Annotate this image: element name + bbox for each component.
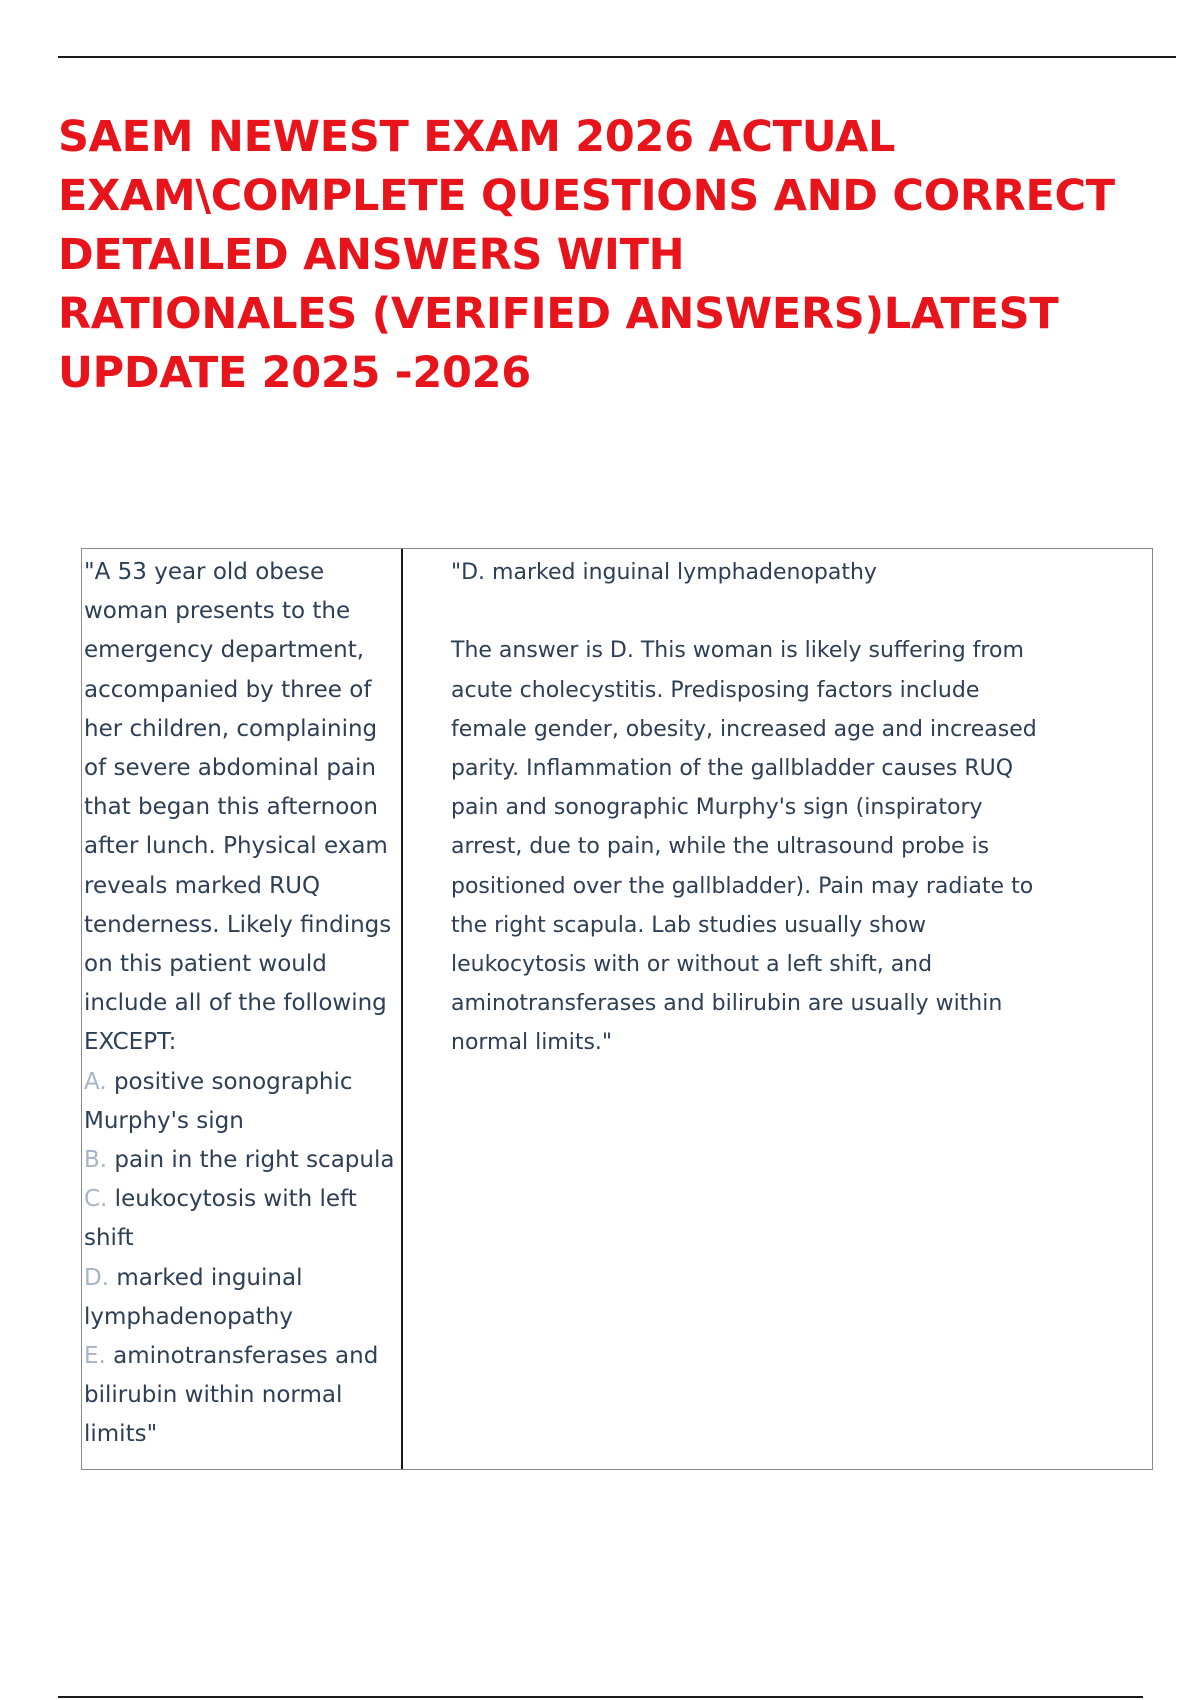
rationale-line: leukocytosis with or without a left shift, and	[451, 952, 933, 978]
option-b	[84, 1141, 395, 1180]
option-text: leukocytosis with left	[107, 1186, 357, 1213]
option-c	[84, 1180, 384, 1219]
question-stem-line: reveals marked RUQ	[84, 872, 321, 899]
question-stem-line: that began this afternoon	[84, 794, 378, 821]
option-text: bilirubin within normal	[84, 1382, 343, 1409]
option-letter: C.	[84, 1186, 108, 1213]
rationale-line: pain and sonographic Murphy's sign (inspiratory	[451, 795, 983, 821]
title-line: EXAM\COMPLETE QUESTIONS AND CORRECT	[58, 171, 1115, 221]
rationale-line: The answer is D. This woman is likely suffering from	[451, 638, 1024, 664]
option-text: lymphadenopathy	[84, 1303, 293, 1330]
rationale-line: positioned over the gallbladder). Pain may radiate to	[451, 873, 1034, 899]
column-divider	[401, 549, 403, 1469]
option-letter: E.	[84, 1343, 106, 1370]
document-title	[58, 108, 1168, 403]
paragraph-gap	[451, 592, 1141, 631]
question-stem-line: on this patient would	[84, 951, 327, 978]
option-text: marked inguinal	[109, 1264, 303, 1291]
question-stem-line: tenderness. Likely findings	[84, 911, 392, 938]
rationale-line: arrest, due to pain, while the ultrasound probe is	[451, 834, 990, 860]
option-text: shift	[84, 1225, 134, 1252]
option-text: positive sonographic	[106, 1068, 353, 1095]
answer-heading: "D. marked inguinal lymphadenopathy	[451, 560, 877, 585]
question-stem-line: her children, complaining	[84, 715, 378, 742]
rationale-line: normal limits."	[451, 1030, 613, 1056]
option-e	[84, 1337, 384, 1376]
option-letter: D.	[84, 1264, 110, 1291]
question-stem-line: "A 53 year old obese	[84, 559, 325, 585]
title-line: UPDATE 2025 -2026	[58, 348, 531, 398]
option-letter: A.	[84, 1068, 107, 1095]
title-line: DETAILED ANSWERS WITH	[58, 230, 685, 280]
title-line: RATIONALES (VERIFIED ANSWERS)LATEST	[58, 289, 1059, 339]
question-answer-table	[81, 548, 1153, 1470]
option-text: limits"	[84, 1421, 158, 1448]
question-stem-line: woman presents to the	[84, 598, 351, 625]
question-stem-line: emergency department,	[84, 637, 365, 664]
question-stem-line: EXCEPT:	[84, 1029, 177, 1056]
question-stem-line: accompanied by three of	[84, 676, 372, 703]
question-cell	[84, 553, 395, 1455]
bottom-rule	[58, 1696, 1143, 1698]
option-text: pain in the right scapula	[107, 1147, 395, 1174]
rationale-line: female gender, obesity, increased age and increased	[451, 716, 1037, 742]
question-stem-line: include all of the following	[84, 990, 387, 1017]
rationale-line: parity. Inflammation of the gallbladder causes RUQ	[451, 756, 1014, 781]
rationale-line: aminotransferases and bilirubin are usually within	[451, 991, 1003, 1017]
question-stem-line: after lunch. Physical exam	[84, 833, 388, 860]
question-stem-line: of severe abdominal pain	[84, 755, 376, 782]
option-letter: B.	[84, 1147, 108, 1174]
top-rule	[58, 56, 1176, 58]
option-a	[84, 1063, 384, 1102]
answer-cell	[451, 553, 1141, 1063]
option-d	[84, 1259, 384, 1298]
option-text: aminotransferases and	[105, 1343, 379, 1370]
option-text: Murphy's sign	[84, 1107, 244, 1134]
rationale-line: the right scapula. Lab studies usually show	[451, 912, 927, 938]
title-line: SAEM NEWEST EXAM 2026 ACTUAL	[58, 112, 896, 162]
rationale-line: acute cholecystitis. Predisposing factors include	[451, 677, 980, 703]
